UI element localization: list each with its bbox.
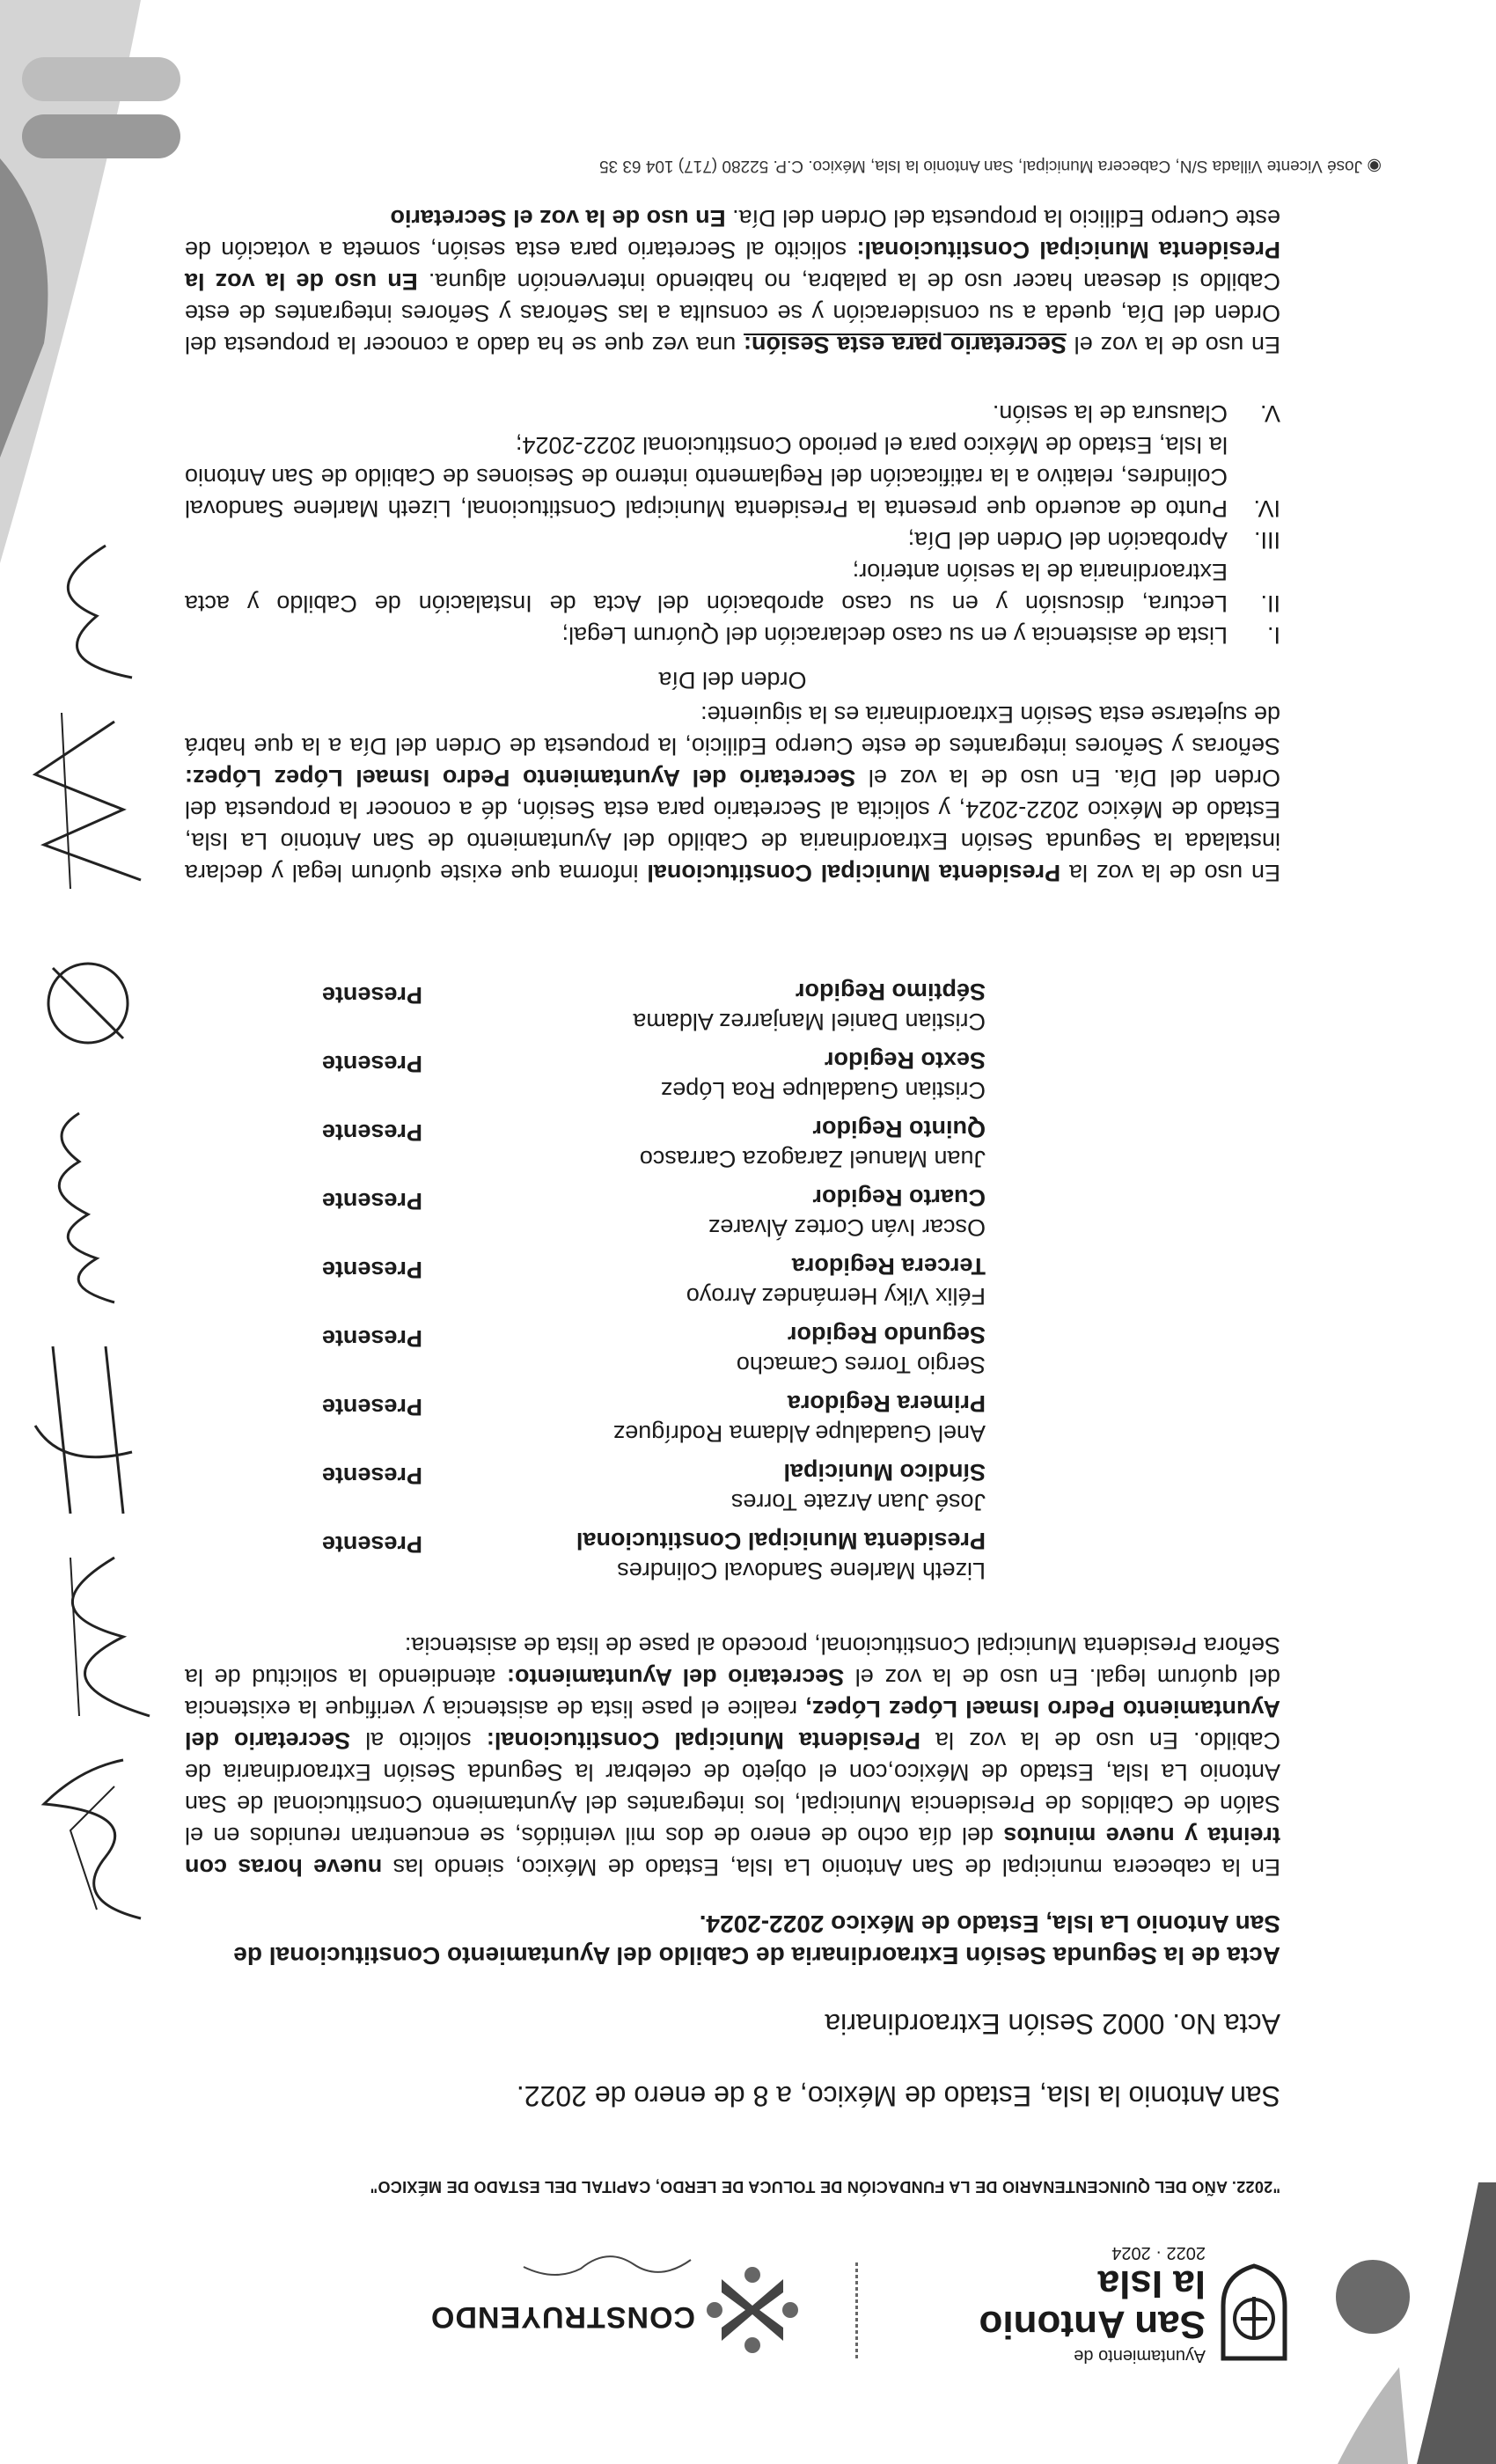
p1-text-a: En la cabecera municipal de San Antonio La Isla, Estado de México, siendo las: [382, 1854, 1280, 1881]
attendance-list: [194, 966, 986, 1584]
member-role: Tercera Regidora: [791, 1253, 986, 1280]
attendance-status: Presente: [321, 1325, 422, 1352]
footer-text: José Vicente Villada S/N, Cabecera Municipal, San Antonio la Isla, México. C.P. 52280 (717) 104 63 35: [598, 157, 1363, 175]
p3-text-a: En uso de la voz el: [1066, 332, 1280, 358]
official-motto: "2022. AÑO DEL QUINCENTENARIO DE LA FUNDACIÓN DE TOLUCA DE LERDO, CAPITAL DEL ESTADO DE MÉXICO": [370, 2178, 1280, 2196]
municipality-line1: Ayuntamiento de: [1074, 2346, 1206, 2365]
construyendo-logo-icon: [704, 2262, 801, 2358]
attendance-row: [194, 1309, 986, 1378]
signatures-margin: [0, 528, 176, 1936]
item-text: Lista de asistencia y en su caso declaración del Quórum Legal;: [561, 622, 1228, 649]
acta-title: [189, 1908, 1280, 1971]
handwritten-signature: [0, 1742, 176, 1936]
quorum-paragraph: [185, 699, 1280, 889]
p2-text-c: informa que existe quórum legal y declara instalada la Segunda Sesión Extraordinaria de Cabildo del Ayuntamiento de San Antonio La Isla, Estado de México 2022-2024, y solicita al Secretario para esta Sesión, dé a conocer la propuesta del Orden del Día. En uso de la voz el: [185, 765, 1280, 886]
orden-del-dia-heading: [185, 666, 1280, 693]
attendance-row: [194, 1515, 986, 1584]
list-item: [185, 524, 1280, 556]
item-number: I.: [1266, 622, 1280, 649]
footer-address: [599, 156, 1382, 176]
opening-paragraph: [185, 1630, 1280, 1883]
p3-text-c: una vez que se ha dado a conocer la propuesta del Orden del Día, queda a su consideración y se consulta a las Señoras y Señores integrantes de este Cabildo si desean hacer uso de la palabra, no habiendo intervención alguna.: [185, 268, 1280, 358]
member-role: Primera Regidora: [787, 1390, 986, 1417]
item-text: Aprobación del Orden del Día;: [907, 527, 1228, 554]
list-item: [185, 398, 1280, 429]
orden-title: Orden del Día: [658, 667, 807, 693]
p1-time-bold: nueve horas con treinta y nueve minutos: [185, 1822, 1280, 1881]
municipality-line2: San Antonio: [979, 2303, 1206, 2346]
member-name: José Juan Arzate Torres: [730, 1489, 986, 1515]
acta-title-text: Acta de la Segunda Sesión Extraordinaria de Cabildo del Ayuntamiento Constitucional de San Antonio La Isla, Estado de México 2022-2024.: [233, 1910, 1280, 1969]
attendance-status: Presente: [321, 1051, 422, 1077]
location-icon: ◉: [1362, 157, 1382, 175]
member-role: Séptimo Regidor: [795, 979, 986, 1005]
brand-name: CONSTRUYENDO: [429, 2300, 695, 2334]
municipal-seal-icon: [1214, 2262, 1294, 2367]
p2-text-a: En uso de la voz la: [1060, 860, 1280, 886]
list-item: [185, 429, 1280, 524]
item-text: Lectura, discusión y en su caso aprobación del Acta de Instalación de Cabildo y acta Extraordinaria de la sesión anterior;: [185, 559, 1228, 617]
handwritten-signature: [0, 1329, 176, 1522]
item-number: V.: [1259, 400, 1280, 427]
p1-text-g: realice el pase lista de asistencia y verifique la existencia del quórum legal. En uso de la voz el: [185, 1664, 1280, 1722]
member-name: Sergio Torres Camacho: [736, 1352, 986, 1378]
handwritten-signature: [0, 537, 176, 695]
attendance-row: [194, 1104, 986, 1172]
municipality-name: [915, 2242, 1206, 2367]
acta-number: Acta No. 0002 Sesión Extraordinaria: [825, 2008, 1280, 2040]
p1-secretario-bold: Secretario del Ayuntamiento Pedro Ismael López López,: [185, 1696, 1280, 1754]
p2-text-e: Señoras y Señores integrantes de este Cuerpo Edilicio, la propuesta de Orden del Día a la que habrá de sujetarse esta Sesión Extraordinaria es la siguiente:: [185, 701, 1280, 759]
p1-text-e: solicito al: [350, 1727, 487, 1754]
attendance-row: [194, 1172, 986, 1241]
p3-text-e: solicito al Secretario para esta sesión, someta a votación de este Cuerpo Edilicio la propuesta del Orden del Día.: [185, 205, 1280, 263]
handwritten-signature: [0, 915, 176, 1091]
member-role: Síndico Municipal: [783, 1459, 986, 1485]
item-number: III.: [1253, 527, 1280, 554]
period-small: 2022 · 2024: [1111, 2243, 1206, 2262]
attendance-status: Presente: [321, 1119, 422, 1146]
brand-signature-scribble: [519, 2251, 695, 2286]
item-text: Punto de acuerdo que presenta la Presidenta Municipal Constitucional, Lizeth Marlene Sandoval Colindres, relativo a la ratificación del Reglamento interno de Sesiones de Cabildo de San Antonio la Isla, Estado de México para el periodo Constitucional 2022-2024;: [185, 432, 1228, 522]
attendance-row: [194, 1447, 986, 1515]
orden-del-dia-list: [185, 398, 1280, 651]
attendance-status: Presente: [321, 1394, 422, 1420]
attendance-status: Presente: [321, 1257, 422, 1283]
p2-secretario-bold: Secretario del Ayuntamiento Pedro Ismael López López:: [185, 765, 856, 791]
handwritten-signature: [0, 704, 176, 898]
handwritten-signature: [0, 1109, 176, 1311]
attendance-status: Presente: [321, 1188, 422, 1214]
handwritten-signature: [0, 1540, 176, 1734]
member-name: Juan Manuel Zaragoza Carrasco: [639, 1146, 986, 1172]
orden-consultation-paragraph: [185, 202, 1280, 361]
p1-text-c: del día ocho de enero de dos mil veintidós, se encuentran reunidos en el Salón de Cabildos de Presidencia Municipal, los integrantes del Ayuntamiento Constitucional de San Antonio La Isla, Estado de México,con el objeto de celebrar la Segunda Sesión Extraordinaria de Cabildo. En uso de la voz la: [185, 1727, 1280, 1849]
member-name: Cristian Daniel Manjarrez Aldama: [633, 1008, 986, 1035]
member-role: Segundo Regidor: [788, 1322, 986, 1348]
attendance-row: [194, 1241, 986, 1309]
p1-text-i: atendiendo la solicitud de la Señora Presidenta Municipal Constitucional, procedo al pase de lista de asistencia:: [185, 1632, 1280, 1690]
member-role: Sexto Regidor: [824, 1047, 986, 1074]
attendance-status: Presente: [321, 982, 422, 1008]
place-and-date: San Antonio la Isla, Estado de México, a 8 de enero de 2022.: [516, 2080, 1280, 2112]
p3-secretario-bold: Secretario para esta Sesión:: [744, 332, 1067, 358]
member-role: Quinto Regidor: [812, 1116, 986, 1142]
item-text: Clausura de la sesión.: [992, 400, 1228, 427]
attendance-status: Presente: [321, 1531, 422, 1558]
corner-decoration-top: [1294, 2182, 1496, 2464]
member-name: Oscar Iván Cortez Álvarez: [708, 1214, 986, 1241]
attendance-row: [194, 966, 986, 1035]
member-name: Anel Guadalupe Aldama Rodríguez: [612, 1420, 986, 1447]
letterhead: [194, 2218, 1294, 2367]
member-name: Lizeth Marlene Sandoval Colindres: [617, 1558, 986, 1584]
p1-presidenta-bold: Presidenta Municipal Constitucional:: [486, 1727, 920, 1754]
member-role: Presidenta Municipal Constitucional: [576, 1528, 986, 1554]
item-number: II.: [1260, 590, 1280, 617]
municipality-line3: la Isla: [1097, 2262, 1206, 2306]
item-number: IV.: [1253, 495, 1280, 522]
p3-secretario2-bold: En uso de la voz el Secretario: [390, 205, 726, 231]
p2-presidenta-bold: Presidenta Municipal Constitucional: [647, 860, 1061, 886]
attendance-row: [194, 1035, 986, 1104]
member-name: Félix Viky Hernández Arroyo: [686, 1283, 986, 1309]
list-item: [185, 620, 1280, 651]
member-name: Cristian Guadalupe Roa López: [660, 1077, 986, 1104]
attendance-status: Presente: [321, 1463, 422, 1489]
attendance-row: [194, 1378, 986, 1447]
p3-presidenta-bold: En uso de la voz la Presidenta Municipal Constitucional:: [185, 237, 1280, 295]
list-item: [185, 556, 1280, 620]
header-divider: [855, 2262, 858, 2358]
p1-secretario2-bold: Secretario del Ayuntamiento:: [507, 1664, 845, 1690]
member-role: Cuarto Regidor: [812, 1184, 986, 1211]
